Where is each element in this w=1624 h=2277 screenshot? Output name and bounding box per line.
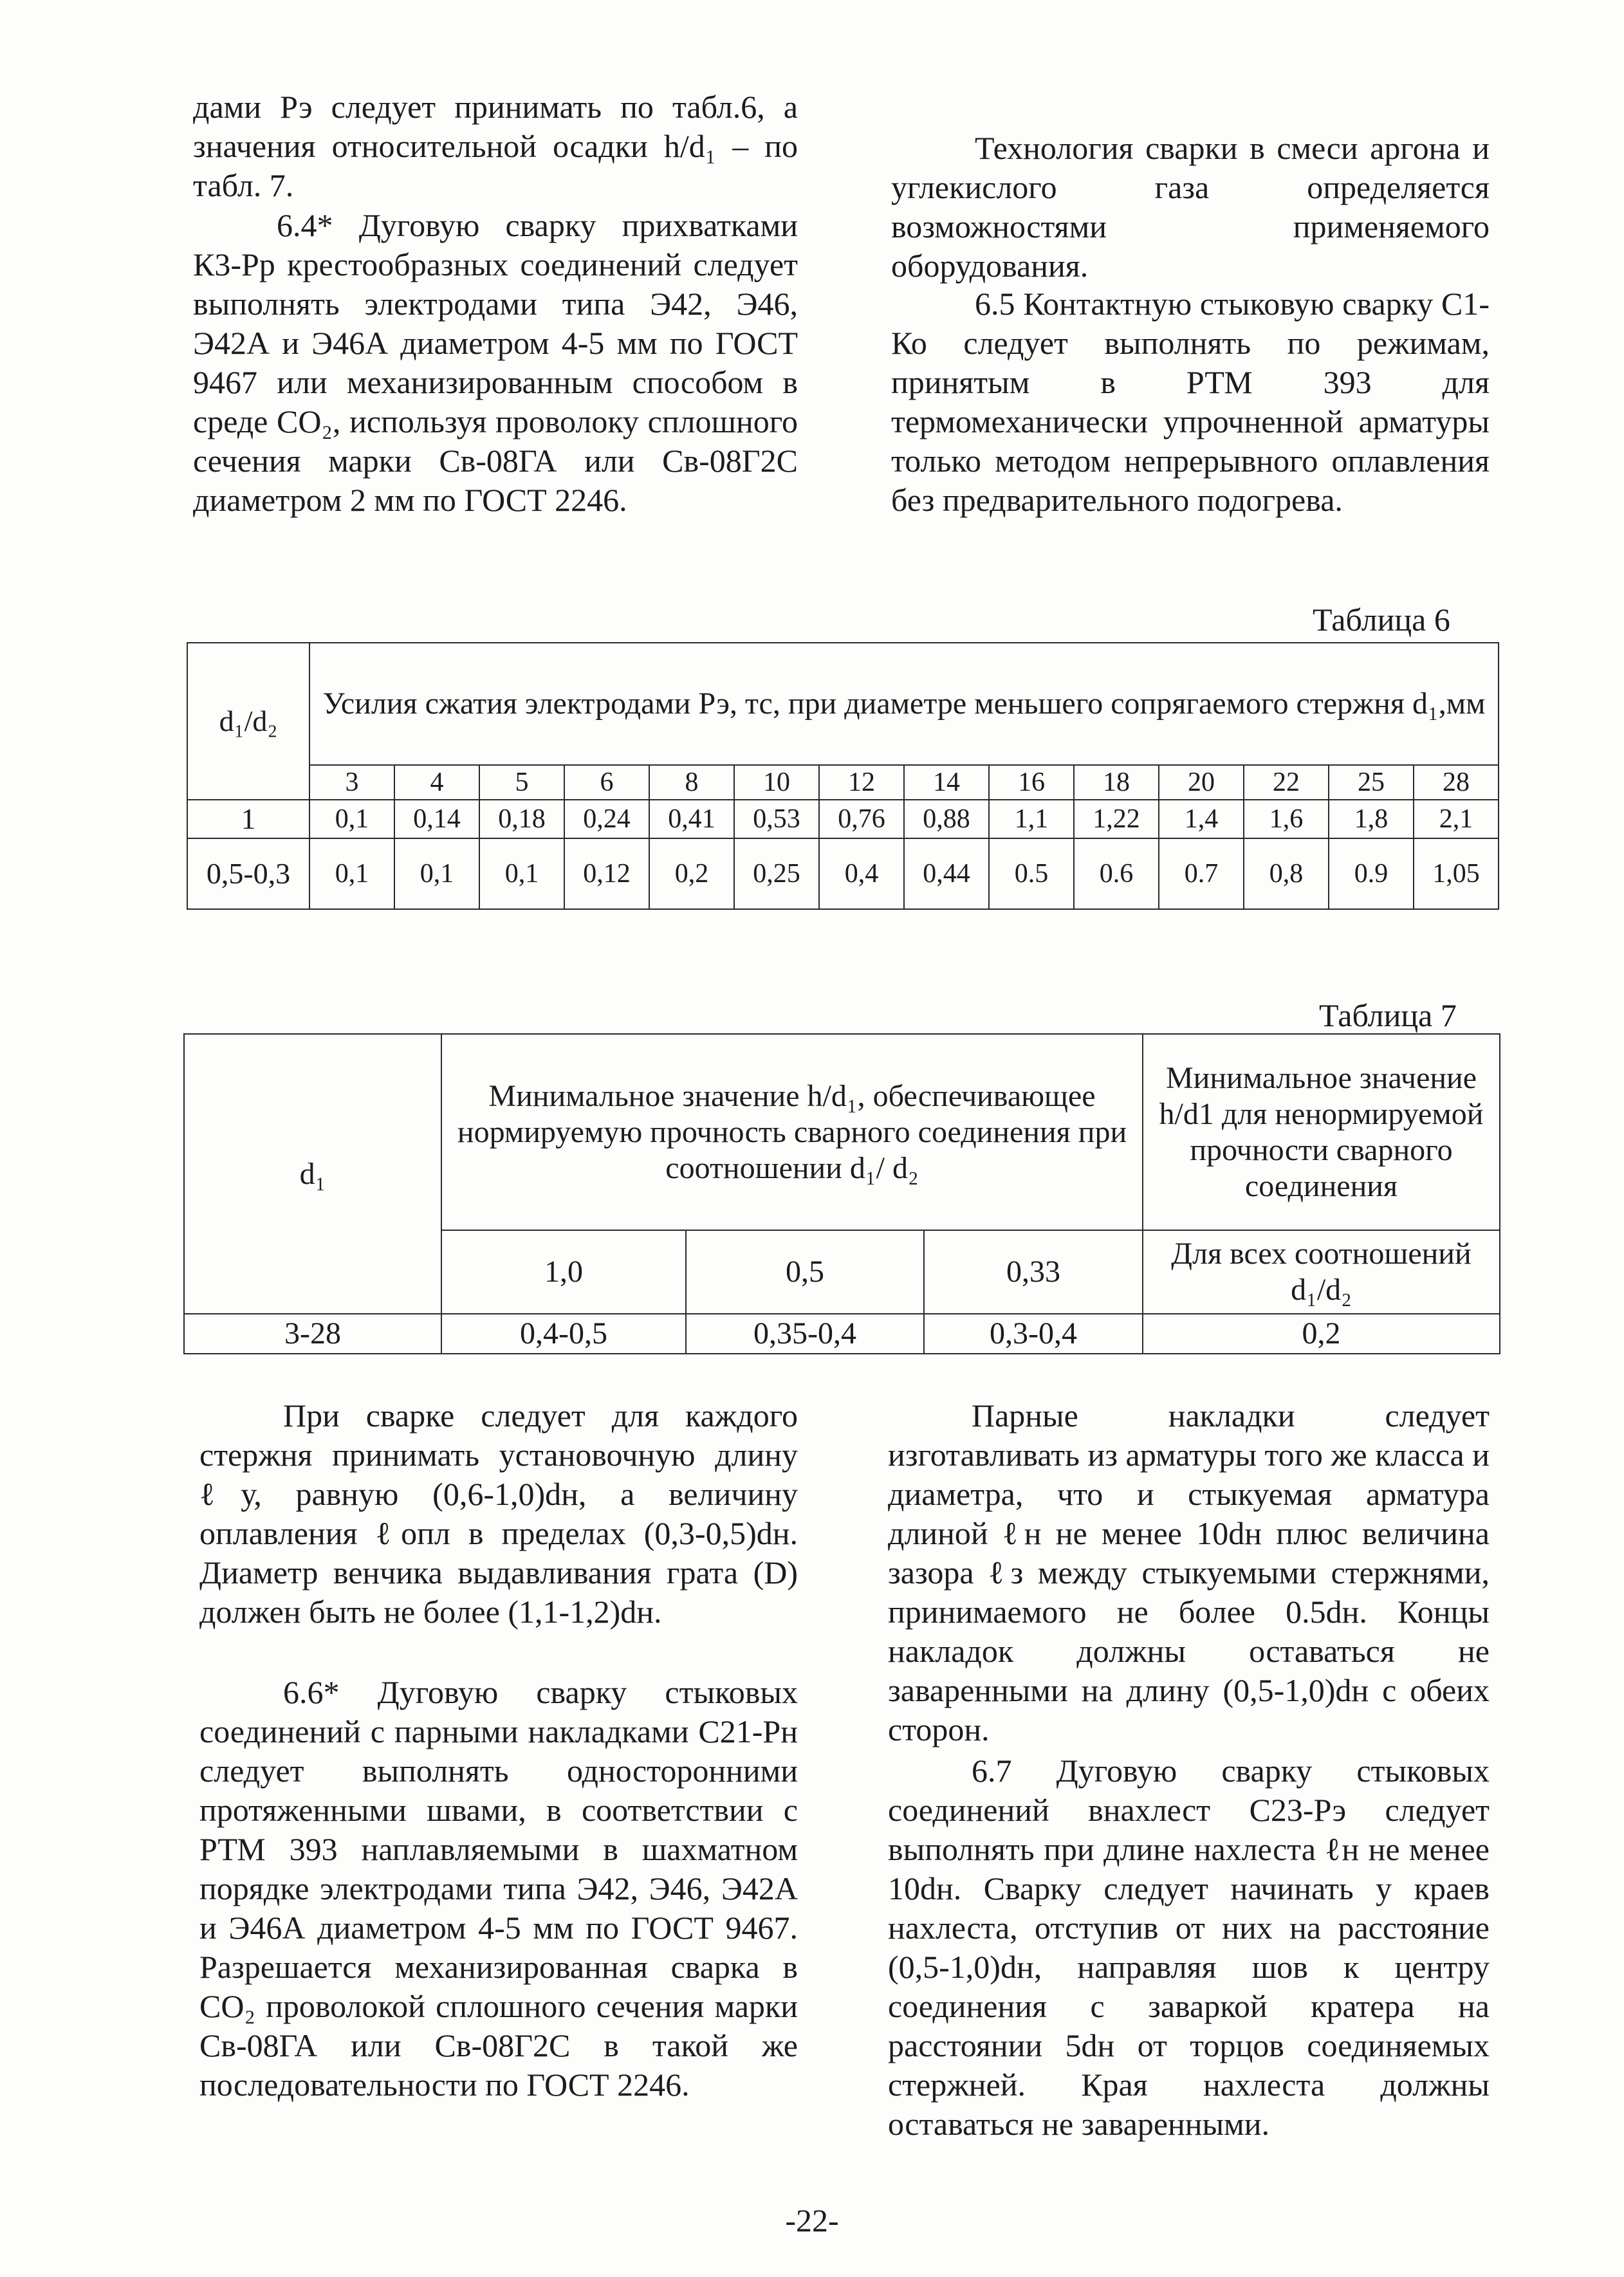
table-6-value-cell: 1,22 xyxy=(1074,800,1159,838)
table-6-value-cell: 1,6 xyxy=(1244,800,1329,838)
text-section-6-5: 6.5 Контактную стыковую сварку С1-Ко следует выполнять по режимам, принятым в РТМ 393 для термомеханически упрочненной арматуры только методом непрерывного оплавления без предварительного подогрева. xyxy=(891,286,1490,518)
table-6-value-cell: 0,76 xyxy=(819,800,904,838)
table-6-value-cell: 1,4 xyxy=(1159,800,1244,838)
table-row xyxy=(187,838,1499,909)
table-6-value-cell: 0,24 xyxy=(564,800,649,838)
table-6-value-cell: 0.6 xyxy=(1074,838,1159,909)
table-6-diameter-header: 18 xyxy=(1074,765,1159,800)
table-6-group-header: Усилия сжатия электродами Рэ, тс, при диаметре меньшего сопрягаемого стержня d₁,мм xyxy=(309,643,1499,765)
table-7-col-min-unnormalized: Минимальное значение h/d1 для ненормируемой прочности сварного соединения xyxy=(1143,1034,1500,1230)
table-6-diameter-header: 5 xyxy=(479,765,564,800)
table-6-value-cell: 2,1 xyxy=(1414,800,1499,838)
text-section-6-7: 6.7 Дуговую сварку стыковых соединений внахлест С23-Рэ следует выполнять при длине нахлеста ℓн не менее 10dн. Сварку следует начинать у краев нахлеста, отступив от них на расстояние (0,5-1,0)dн, направляя шов к центру соединения с заваркой кратера на расстоянии 5dн от торцов соединяемых стержней. Края нахлеста должны оставаться не заваренными. xyxy=(888,1753,1490,2142)
text-top-left-continuation: дами Рэ следует принимать по табл.6, а значения относительной осадки h/d₁ – по табл. 7. xyxy=(193,89,798,203)
table-6-value-cell: 0,44 xyxy=(904,838,989,909)
table-7-sub-ratio-3: 0,33 xyxy=(924,1230,1143,1314)
table-6-value-cell: 0,1 xyxy=(309,838,394,909)
table-6-value-cell: 0,2 xyxy=(649,838,734,909)
table-6-diameter-header: 10 xyxy=(734,765,819,800)
table-6-ratio-cell: 1 xyxy=(187,800,309,838)
table-6-value-cell: 0,8 xyxy=(1244,838,1329,909)
table-7-sub-all-ratios: Для всех соотношений d₁/d₂ xyxy=(1143,1230,1500,1314)
table-6-diameter-header: 22 xyxy=(1244,765,1329,800)
table-row xyxy=(184,1314,1500,1354)
table-6-value-cell: 0,53 xyxy=(734,800,819,838)
table-6-row-header: d₁/d₂ xyxy=(187,643,309,800)
table-6-value-cell: 0.5 xyxy=(989,838,1074,909)
table-6-diameter-header: 16 xyxy=(989,765,1074,800)
table-7-cell-all: 0,2 xyxy=(1143,1314,1500,1354)
table-7 xyxy=(183,1033,1500,1354)
text-technology-argon: Технология сварки в смеси аргона и углекислого газа определяется возможностями применяемого оборудования. xyxy=(891,130,1490,284)
text-section-6-4: 6.4* Дуговую сварку прихватками К3-Рр крестообразных соединений следует выполнять электродами типа Э42, Э46, Э42А и Э46А диаметром 4-5 мм по ГОСТ 9467 или механизированным способом в среде СО₂, используя проволоку сплошного сечения марки Св-08ГА или Св-08Г2С диаметром 2 мм по ГОСТ 2246. xyxy=(193,207,798,518)
table-7-sub-ratio-2: 0,5 xyxy=(686,1230,924,1314)
table-6-ratio-cell: 0,5-0,3 xyxy=(187,838,309,909)
table-6-value-cell: 0,1 xyxy=(479,838,564,909)
table-6-diameter-header: 8 xyxy=(649,765,734,800)
table-6-diameter-header: 25 xyxy=(1329,765,1414,800)
table-6-value-cell: 0.7 xyxy=(1159,838,1244,909)
table-7-cell-ratio-2: 0,35-0,4 xyxy=(686,1314,924,1354)
table-6-value-cell: 0,14 xyxy=(394,800,479,838)
table-7-cell-d1: 3-28 xyxy=(184,1314,441,1354)
table-6-value-cell: 0,88 xyxy=(904,800,989,838)
table-6-value-cell: 1,05 xyxy=(1414,838,1499,909)
table-6-diameter-header: 14 xyxy=(904,765,989,800)
table-6-diameter-header: 4 xyxy=(394,765,479,800)
table-6-value-cell: 1,1 xyxy=(989,800,1074,838)
table-6-diameter-header: 3 xyxy=(309,765,394,800)
table-6-value-cell: 0,1 xyxy=(309,800,394,838)
table-7-col-d1: d₁ xyxy=(184,1034,441,1314)
table-6-value-cell: 0,25 xyxy=(734,838,819,909)
table-6-diameter-header: 20 xyxy=(1159,765,1244,800)
table-7-sub-ratio-1: 1,0 xyxy=(441,1230,686,1314)
table-row xyxy=(187,800,1499,838)
table-6-value-cell: 0,18 xyxy=(479,800,564,838)
text-paired-overlays: Парные накладки следует изготавливать из арматуры того же класса и диаметра, что и стыкуемая арматура длиной ℓн не менее 10dн плюс величина зазора ℓз между стыкуемыми стержнями, принимаемого не более 0.5dн. Концы накладок должны оставаться не заваренными на длину (0,5-1,0)dн с обеих сторон. xyxy=(888,1397,1490,1747)
table-6-value-cell: 1,8 xyxy=(1329,800,1414,838)
text-section-6-6: 6.6* Дуговую сварку стыковых соединений с парными накладками С21-Рн следует выполнять односторонними протяженными швами, в соответствии с РТМ 393 наплавляемыми в шахматном порядке электродами типа Э42, Э46, Э42А и Э46А диаметром 4-5 мм по ГОСТ 9467. Разрешается механизированная сварка в СО₂ проволокой сплошного сечения марки Св-08ГА или Св-08Г2С в такой же последовательности по ГОСТ 2246. xyxy=(199,1674,798,2103)
table-7-cell-ratio-1: 0,4-0,5 xyxy=(441,1314,686,1354)
table-6-diameter-header: 6 xyxy=(564,765,649,800)
table-6-value-cell: 0,1 xyxy=(394,838,479,909)
table-6-diameter-header: 28 xyxy=(1414,765,1499,800)
table-6-value-cell: 0,41 xyxy=(649,800,734,838)
page-number: -22- xyxy=(785,2202,839,2238)
table-7-cell-ratio-3: 0,3-0,4 xyxy=(924,1314,1143,1354)
table-6-caption: Таблица 6 xyxy=(1313,602,1450,638)
table-7-col-min-normalized: Минимальное значение h/d₁, обеспечивающее нормируемую прочность сварного соединения при соотношении d₁/ d₂ xyxy=(441,1034,1143,1230)
table-6-value-cell: 0,4 xyxy=(819,838,904,909)
table-6-value-cell: 0,12 xyxy=(564,838,649,909)
table-7-caption: Таблица 7 xyxy=(1319,997,1457,1033)
table-6-diameter-header: 12 xyxy=(819,765,904,800)
table-6 xyxy=(187,642,1499,910)
table-6-value-cell: 0.9 xyxy=(1329,838,1414,909)
text-installation-length: При сварке следует для каждого стержня принимать установочную длину ℓу, равную (0,6-1,0)dн, а величину оплавления ℓопл в пределах (0,3-0,5)dн. Диаметр венчика выдавливания грата (D) должен быть не более (1,1-1,2)dн. xyxy=(199,1397,798,1630)
